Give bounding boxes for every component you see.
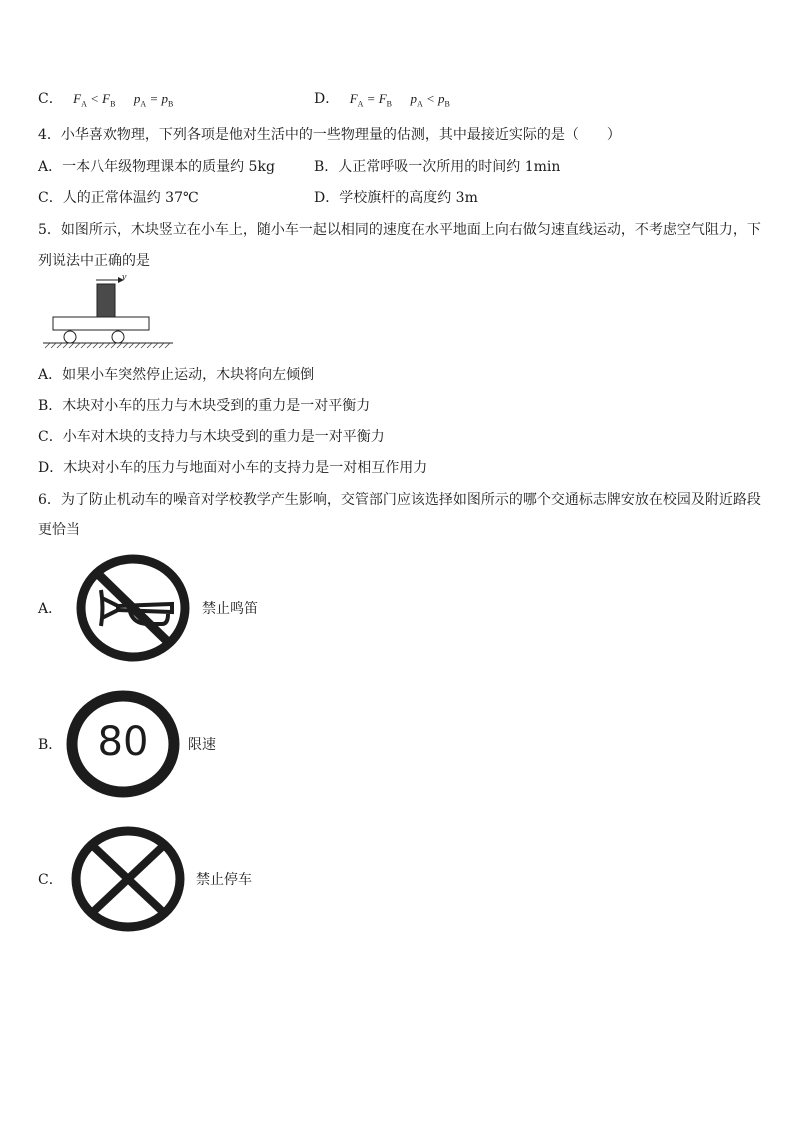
q3-option-d-expr-2: $p_A < p_B$	[410, 91, 450, 109]
velocity-label: v	[122, 272, 127, 283]
q3-option-d-expr-1: $F_A = F_B$	[349, 91, 392, 109]
q4-stem: 4．小华喜欢物理，下列各项是他对生活中的一些物理量的估测，其中最接近实际的是（ ）	[38, 127, 621, 143]
q5-option-b: B．木块对小车的压力与木块受到的重力是一对平衡力	[38, 398, 371, 414]
no-horn-sign-icon	[74, 552, 192, 664]
no-parking-sign-icon	[68, 823, 188, 935]
q4-option-a: A．一本八年级物理课本的质量约 5kg	[38, 159, 275, 175]
cart-block-figure	[40, 274, 180, 354]
q6-stem-line2: 更恰当	[38, 522, 80, 538]
q5-stem-line1: 5．如图所示，木块竖立在小车上，随小车一起以相同的速度在水平地面上向右做匀速直线运动，不考虑空气阻力，下	[38, 222, 761, 238]
q5-stem-line2: 列说法中正确的是	[38, 253, 150, 269]
q6-option-a-label: 禁止鸣笛	[202, 601, 258, 617]
q3-option-d: D． $F_A = F_B$ $p_A < p_B$	[314, 91, 450, 109]
q6-option-b-label: 限速	[188, 737, 216, 753]
q6-option-c-letter: C．	[38, 872, 63, 888]
q3-option-c-expr-1: $F_A < F_B$	[73, 91, 116, 109]
q6-option-b-letter: B．	[38, 737, 63, 753]
q6-stem-line1: 6．为了防止机动车的噪音对学校教学产生影响，交管部门应该选择如图所示的哪个交通标志牌安放在校园及附近路段	[38, 492, 761, 508]
q5-option-a: A．如果小车突然停止运动，木块将向左倾倒	[38, 367, 315, 383]
q6-option-c-label: 禁止停车	[196, 872, 252, 888]
q3-option-c: C． $F_A < F_B$ $p_A = p_B$	[38, 91, 174, 109]
speed-limit-value: 80	[97, 719, 149, 765]
q4-option-b: B．人正常呼吸一次所用的时间约 1min	[314, 159, 561, 175]
q4-option-c: C．人的正常体温约 37℃	[38, 190, 199, 206]
q5-option-c: C．小车对木块的支持力与木块受到的重力是一对平衡力	[38, 429, 385, 445]
q3-option-c-expr-2: $p_A = p_B$	[133, 91, 174, 109]
q4-option-d: D．学校旗杆的高度约 3m	[314, 190, 478, 206]
q6-option-a-letter: A．	[38, 601, 63, 617]
q5-option-d: D．木块对小车的压力与地面对小车的支持力是一对相互作用力	[38, 460, 428, 476]
